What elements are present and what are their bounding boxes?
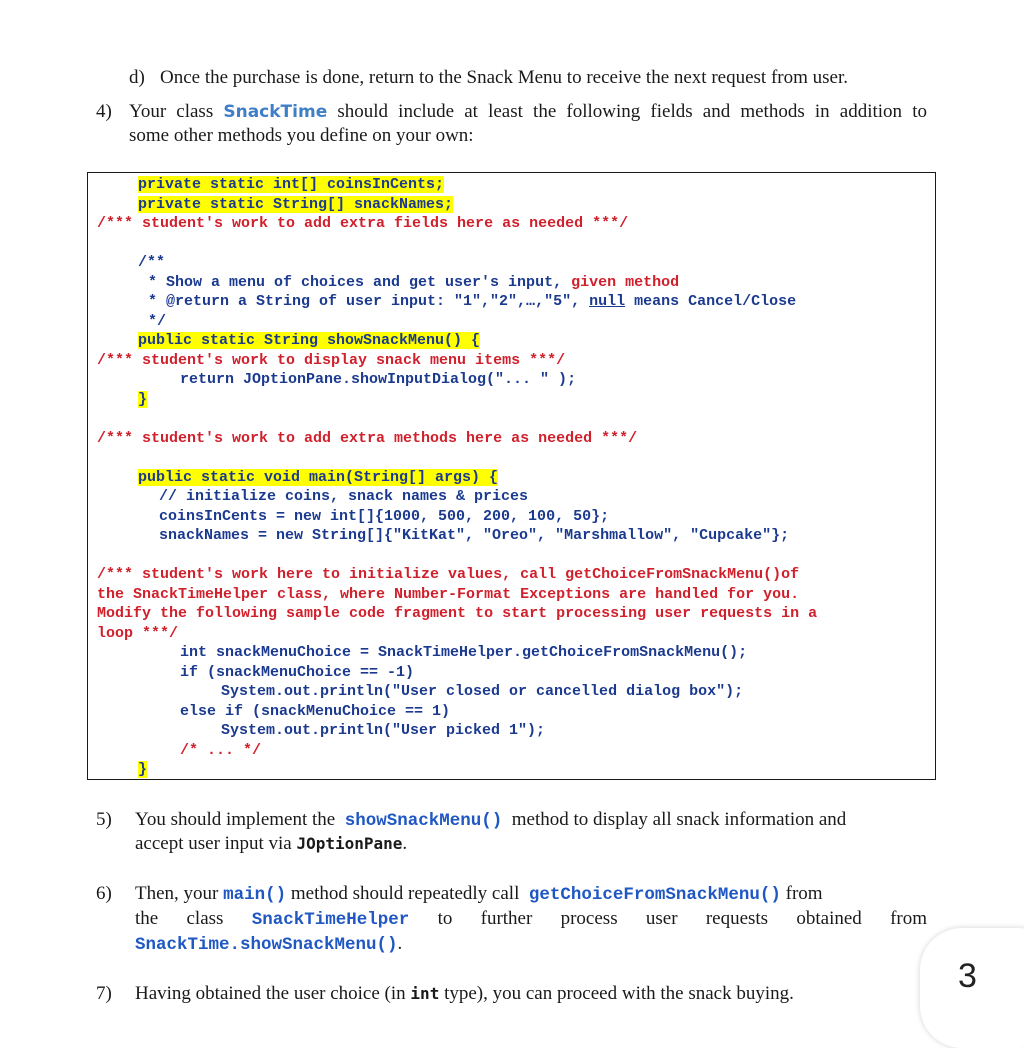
code-comment-instructions-1: /*** student's work here to initialize values, call getChoiceFromSnackMenu()of [97, 566, 800, 583]
item-6-line1: Then, your main() method should repeatedly call getChoiceFromSnackMenu() from [135, 883, 823, 905]
item-5-line1: You should implement the showSnackMenu() method to display all snack information and [135, 809, 847, 831]
code-javadoc-end: */ [148, 312, 167, 330]
code-comment-initialize: // initialize coins, snack names & prices [159, 488, 529, 505]
method-main: main() [223, 885, 287, 905]
code-comment-instructions-2: the SnackTimeHelper class, where Number-Format Exceptions are handled for you. [97, 585, 800, 603]
code-get-choice: int snackMenuChoice = SnackTimeHelper.getChoiceFromSnackMenu(); [180, 644, 748, 661]
class-name-snacktime: SnackTime [223, 102, 328, 122]
code-print-cancel: System.out.println("User closed or cancelled dialog box"); [221, 683, 744, 700]
code-comment-display-menu: /*** student's work to display snack menu items ***/ [97, 351, 566, 369]
item-d-label: d) [129, 67, 145, 88]
method-getchoicefromsnackmenu: getChoiceFromSnackMenu() [528, 885, 781, 905]
code-close-brace-2: } [138, 761, 148, 778]
method-snacktime-showsnackmenu: SnackTime.showSnackMenu() [135, 935, 398, 955]
code-if-cancel: if (snackMenuChoice == -1) [180, 663, 415, 681]
item-d-text: Once the purchase is done, return to the Snack Menu to receive the next request from user. [160, 67, 848, 88]
code-close-brace-1: } [138, 390, 148, 408]
item-4-pre: Your class [129, 101, 214, 122]
code-snacknames-init: snackNames = new String[]{"KitKat", "Oreo", "Marshmallow", "Cupcake"}; [159, 527, 790, 544]
code-print-picked: System.out.println("User picked 1"); [221, 722, 546, 739]
code-field-coins: private static int[] coinsInCents; [138, 176, 445, 193]
item-4-number: 4) [96, 101, 112, 122]
class-joptionpane: JOptionPane [296, 834, 403, 853]
item-5-line2: accept user input via JOptionPane. [135, 833, 408, 854]
code-comment-instructions-4: loop ***/ [97, 624, 179, 642]
code-showsnackmenu-signature: public static String showSnackMenu() { [138, 332, 481, 349]
code-comment-extra-methods: /*** student's work to add extra methods here as needed ***/ [97, 429, 638, 447]
code-comment-extra-fields: /*** student's work to add extra fields here as needed ***/ [97, 215, 629, 232]
item-5-number: 5) [96, 809, 112, 830]
code-javadoc-start: /** [138, 254, 166, 271]
item-4-line2: some other methods you define on your own: [129, 125, 474, 146]
item-7-number: 7) [96, 983, 112, 1004]
code-javadoc-return: * @return a String of user input: "1","2",…,"5", null means Cancel/Close [148, 293, 797, 310]
code-main-signature: public static void main(String[] args) { [138, 468, 499, 486]
code-else-if: else if (snackMenuChoice == 1) [180, 702, 451, 720]
code-field-snacknames: private static String[] snackNames; [138, 195, 454, 213]
type-int: int [410, 984, 440, 1003]
item-6-line2: the class SnackTimeHelper to further process user requests obtained from [135, 908, 928, 930]
page-number: 3 [958, 957, 977, 995]
item-6-line3: SnackTime.showSnackMenu(). [135, 933, 403, 955]
item-4-line1 [129, 100, 927, 124]
item-6-number: 6) [96, 883, 112, 904]
code-coins-init: coinsInCents = new int[]{1000, 500, 200, 100, 50}; [159, 507, 610, 525]
code-ellipsis-comment: /* ... */ [180, 741, 262, 759]
code-listing [87, 172, 936, 780]
class-snacktimehelper: SnackTimeHelper [251, 910, 410, 930]
item-4-post: should include at least the following fields and methods in addition to [337, 101, 927, 122]
method-showsnackmenu: showSnackMenu() [344, 811, 503, 831]
code-javadoc-desc: * Show a menu of choices and get user's input, given method [148, 273, 680, 291]
code-return-dialog: return JOptionPane.showInputDialog("... " ); [180, 371, 577, 388]
item-7-text: Having obtained the user choice (in int type), you can proceed with the snack buying. [135, 983, 794, 1004]
code-comment-instructions-3: Modify the following sample code fragment to start processing user requests in a [97, 605, 818, 622]
